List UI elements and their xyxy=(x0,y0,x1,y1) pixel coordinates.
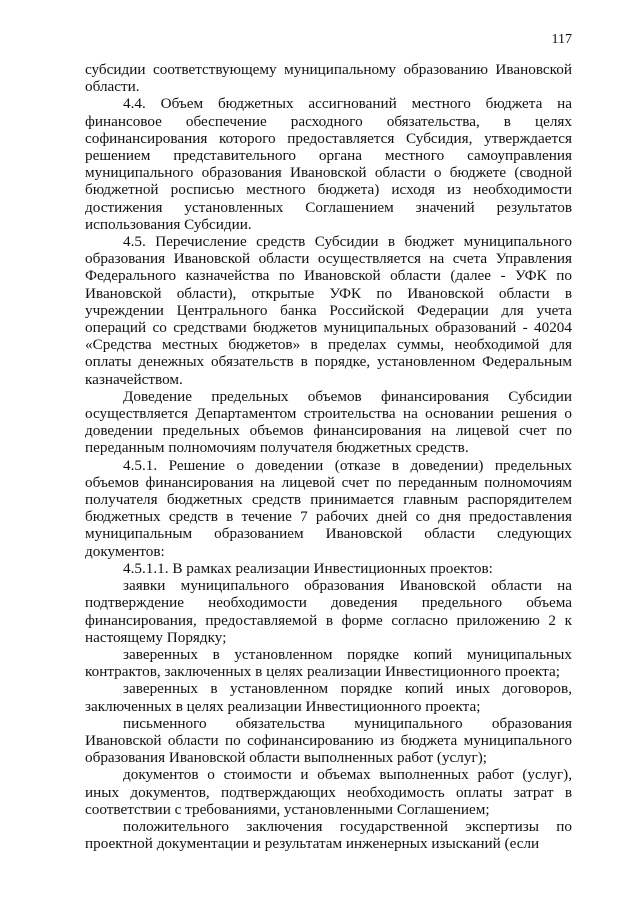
paragraph-subsidy-area: субсидии соответствующему муниципальному образованию Ивановской области. xyxy=(85,61,572,96)
paragraph-4-4: 4.4. Объем бюджетных ассигнований местного бюджета на финансовое обеспечение расходного обязательства, в целях софинансирования которого предоставляется Субсидия, утверждается решением представительного органа местного самоуправления муниципального образования Ивановской области о бюджете (сводной бюджетной росписью местного бюджета) исходя из необходимости достижения установленных Соглашением значений результатов использования Субсидии. xyxy=(85,95,572,233)
paragraph-financing-limits: Доведение предельных объемов финансирования Субсидии осуществляется Департаментом строительства на основании решения о доведении предельных объемов финансирования на лицевой счет по переданным полномочиям получателя бюджетных средств. xyxy=(85,387,572,457)
paragraph-4-5-1: 4.5.1. Решение о доведении (отказе в доведении) предельных объемов финансирования на лицевой счет по переданным полномочиям получателя бюджетных средств принимается главным распорядителем бюджетных средств в течение 7 рабочих дней со дня предоставления муниципальным образованием Ивановской области следующих документов: xyxy=(85,456,572,560)
list-item-expertise-conclusion: положительного заключения государственной экспертизы по проектной документации и результатам инженерных изысканий (если xyxy=(85,817,572,853)
paragraph-4-5: 4.5. Перечисление средств Субсидии в бюджет муниципального образования Ивановской области осуществляется на счета Управления Федерального казначейства по Ивановской области (далее - УФК по Ивановской области), открытые УФК по Ивановской области в учреждении Центрального банка Российской Федерации для учета операций со средствами бюджетов муниципальных образований - 40204 «Средства местных бюджетов» в пределах суммы, необходимой для оплаты денежных обязательств в порядке, установленном Федеральным казначейством. xyxy=(85,233,572,388)
list-item-other-agreements: заверенных в установленном порядке копий иных договоров, заключенных в целях реализации Инвестиционного проекта; xyxy=(85,680,572,715)
list-item-written-obligation: письменного обязательства муниципального образования Ивановской области по софинансированию из бюджета муниципального образования Ивановской области выполненных работ (услуг); xyxy=(85,714,572,767)
list-item-contracts: заверенных в установленном порядке копий муниципальных контрактов, заключенных в целях реализации Инвестиционного проекта; xyxy=(85,645,572,681)
page-number: 117 xyxy=(551,32,572,47)
paragraph-4-5-1-1: 4.5.1.1. В рамках реализации Инвестиционных проектов: xyxy=(123,559,493,577)
list-item-application: заявки муниципального образования Ивановской области на подтверждение необходимости доведения предельного объема финансирования, предоставляемой в форме согласно приложению 2 к настоящему Порядку; xyxy=(85,577,572,646)
list-item-cost-documents: документов о стоимости и объемах выполненных работ (услуг), иных документов, подтверждающих необходимость оплаты затрат в соответствии с требованиями, установленными Соглашением; xyxy=(85,766,572,818)
document-body xyxy=(85,61,572,852)
